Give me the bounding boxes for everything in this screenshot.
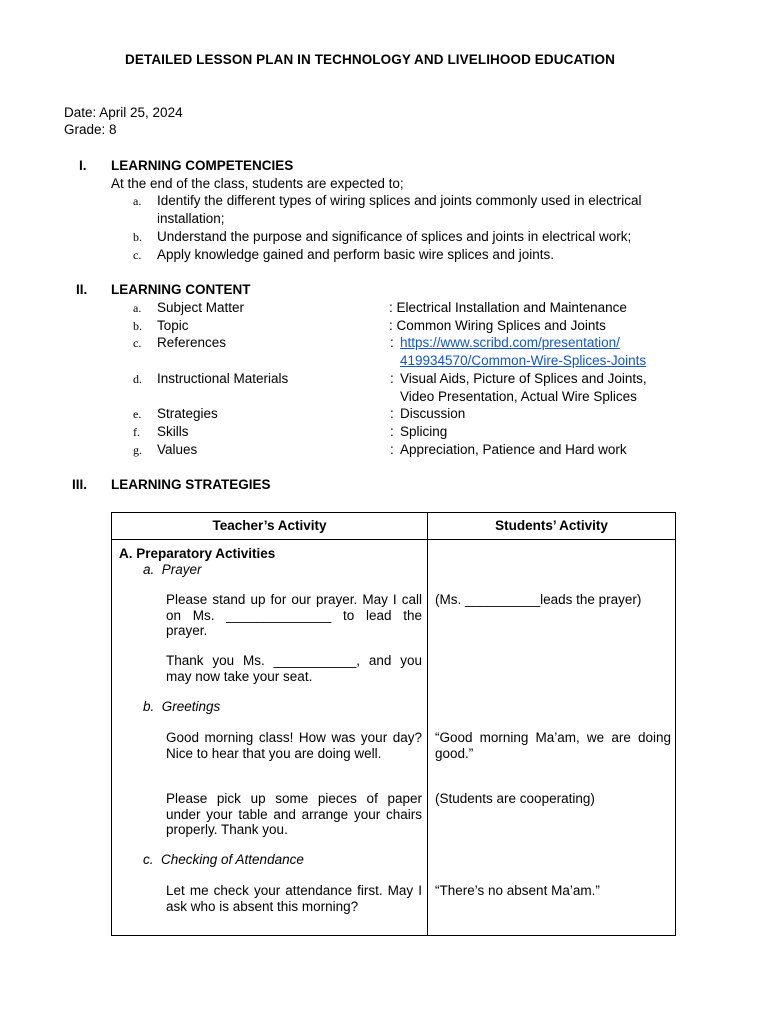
student-activity-cell xyxy=(428,540,676,936)
content-e-colon: : xyxy=(390,406,394,421)
section-1-numeral: I. xyxy=(79,158,87,173)
content-b-label: Topic xyxy=(157,318,189,333)
prayer-student-1: (Ms. __________leads the prayer) xyxy=(435,592,642,607)
greetings-teacher-2: Please pick up some pieces of paper under your table and arrange your chairs properly. Thank you. xyxy=(166,791,422,837)
content-f-value: Splicing xyxy=(400,424,448,439)
activities-table xyxy=(111,512,676,936)
content-d-letter: d. xyxy=(133,372,142,386)
competency-c-letter: c. xyxy=(133,248,142,262)
competency-a-line1: Identify the different types of wiring splices and joints commonly used in electrical xyxy=(157,193,642,208)
content-f-letter: f. xyxy=(133,425,140,439)
attendance-student-1: “There’s no absent Ma’am.” xyxy=(435,883,600,898)
student-activity-header: Students’ Activity xyxy=(428,513,676,540)
greetings-heading: b. Greetings xyxy=(143,699,221,714)
part-a-heading: A. Preparatory Activities xyxy=(119,546,276,561)
attendance-heading: c. Checking of Attendance xyxy=(143,852,304,867)
content-e-value: Discussion xyxy=(400,406,466,421)
content-g-letter: g. xyxy=(133,443,142,457)
section-3-numeral: III. xyxy=(72,477,88,492)
content-g-colon: : xyxy=(390,442,394,457)
content-d-value-line1: Visual Aids, Picture of Splices and Joints, xyxy=(400,371,647,386)
section-2-heading: LEARNING CONTENT xyxy=(111,282,251,297)
content-e-label: Strategies xyxy=(157,406,218,421)
content-a-value: : Electrical Installation and Maintenance xyxy=(389,300,627,315)
content-a-label: Subject Matter xyxy=(157,300,245,315)
content-b-letter: b. xyxy=(133,319,142,333)
reference-link-line2[interactable]: 419934570/Common-Wire-Splices-Joints xyxy=(400,353,647,368)
teacher-activity-header: Teacher’s Activity xyxy=(112,513,428,540)
section-1-heading: LEARNING COMPETENCIES xyxy=(111,158,294,173)
teacher-activity-cell xyxy=(112,540,428,936)
prayer-teacher-1: Please stand up for our prayer. May I call on Ms. ______________ to lead the prayer. xyxy=(166,592,422,638)
content-d-colon: : xyxy=(390,371,394,386)
document-title: DETAILED LESSON PLAN IN TECHNOLOGY AND LIVELIHOOD EDUCATION xyxy=(125,52,615,67)
content-c-letter: c. xyxy=(133,336,142,350)
prayer-heading: a. Prayer xyxy=(143,562,202,577)
content-g-label: Values xyxy=(157,442,198,457)
competency-c-text: Apply knowledge gained and perform basic wire splices and joints. xyxy=(157,247,554,262)
content-c-colon: : xyxy=(390,335,394,350)
section-1-intro: At the end of the class, students are expected to; xyxy=(111,176,404,191)
content-b-value: : Common Wiring Splices and Joints xyxy=(389,318,606,333)
content-d-label: Instructional Materials xyxy=(157,371,289,386)
section-3-heading: LEARNING STRATEGIES xyxy=(111,477,271,492)
grade-line: Grade: 8 xyxy=(64,122,117,137)
reference-link-line1[interactable]: https://www.scribd.com/presentation/ xyxy=(400,335,620,350)
attendance-teacher-1: Let me check your attendance first. May I ask who is absent this morning? xyxy=(166,883,422,914)
greetings-student-2: (Students are cooperating) xyxy=(435,791,595,806)
competency-b-letter: b. xyxy=(133,230,142,244)
date-line: Date: April 25, 2024 xyxy=(64,105,183,120)
content-a-letter: a. xyxy=(133,301,142,315)
competency-b-text: Understand the purpose and significance of splices and joints in electrical work; xyxy=(157,229,632,244)
content-d-value-line2: Video Presentation, Actual Wire Splices xyxy=(400,389,637,404)
content-f-label: Skills xyxy=(157,424,189,439)
greetings-teacher-1: Good morning class! How was your day? Nice to hear that you are doing well. xyxy=(166,730,422,761)
greetings-student-1: “Good morning Ma’am, we are doing good.” xyxy=(435,730,671,761)
content-g-value: Appreciation, Patience and Hard work xyxy=(400,442,627,457)
content-f-colon: : xyxy=(390,424,394,439)
prayer-teacher-2: Thank you Ms. ___________, and you may now take your seat. xyxy=(166,653,422,684)
competency-a-line2: installation; xyxy=(157,211,225,226)
competency-a-letter: a. xyxy=(133,194,142,208)
content-e-letter: e. xyxy=(133,407,142,421)
content-c-label: References xyxy=(157,335,227,350)
section-2-numeral: II. xyxy=(76,282,88,297)
